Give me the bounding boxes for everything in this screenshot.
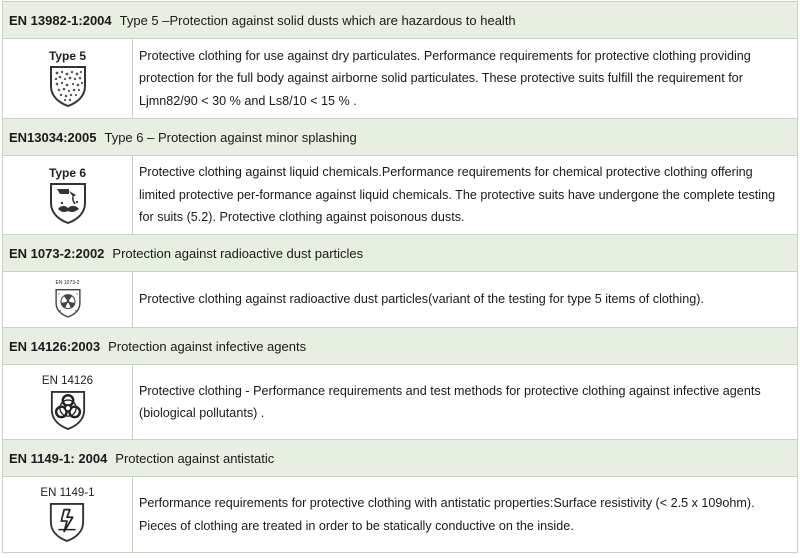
standard-code: EN13034:2005 — [9, 129, 97, 145]
icon-cell — [3, 365, 133, 439]
section-header-en13982 — [3, 2, 797, 39]
en1149-badge — [40, 486, 94, 543]
section-header-en14126 — [3, 328, 797, 365]
section-row-en13034 — [3, 156, 797, 235]
icon-cell — [3, 477, 133, 552]
standard-code: EN 14126:2003 — [9, 338, 101, 354]
badge-label: EN 14126 — [41, 374, 94, 387]
icon-cell — [3, 272, 133, 327]
section-row-en13982 — [3, 39, 797, 119]
description-cell: Protective clothing for use against dry particulates. Performance requirements for protective clothing providing protection for the full body against airborne solid particulates. These protective suits fulfill the requirement for Ljmn82/90 < 30 % and Ls8/10 < 15 % . — [139, 48, 751, 108]
type5-badge — [48, 49, 88, 108]
type6-badge — [48, 166, 88, 225]
section-header-en1073 — [3, 235, 797, 272]
biohazard-shield-icon — [49, 389, 87, 431]
standard-title: Protection against radioactive dust particles — [112, 245, 364, 261]
icon-cell — [3, 156, 133, 234]
section-header-en1149 — [3, 440, 797, 477]
standards-table — [2, 1, 798, 553]
section-row-en14126 — [3, 365, 797, 440]
standard-code: EN 13982-1:2004 — [9, 12, 112, 28]
section-header-en13034 — [3, 119, 797, 156]
description-cell: Protective clothing - Performance requirements and test methods for protective clothing against infective agents (biological pollutants) . — [139, 383, 761, 420]
radioactive-shield-icon — [54, 287, 82, 319]
badge-label: EN 1149-1 — [40, 487, 95, 499]
antistatic-lightning-shield-icon — [48, 501, 86, 543]
badge-label: EN 1073-2 — [55, 280, 80, 286]
badge-label: Type 6 — [48, 165, 87, 180]
standard-title: Protection against antistatic — [115, 450, 275, 466]
en1073-badge — [54, 280, 82, 319]
description-cell: Performance requirements for protective clothing with antistatic properties:Surface resistivity (< 2.5 x 109ohm). Pieces of clothing are treated in order to be statically conductive on the inside. — [139, 496, 755, 533]
en14126-badge — [42, 374, 93, 431]
description-cell: Protective clothing against radioactive dust particles(variant of the testing for type 5 items of clothing). — [139, 292, 704, 307]
standard-title: Protection against infective agents — [108, 338, 307, 354]
section-row-en1149 — [3, 477, 797, 552]
standard-code: EN 1149-1: 2004 — [9, 450, 108, 466]
dust-particles-shield-icon — [48, 64, 88, 108]
liquid-splash-shield-icon — [48, 181, 88, 225]
section-row-en1073 — [3, 272, 797, 328]
standard-code: EN 1073-2:2002 — [9, 245, 105, 261]
badge-label: Type 5 — [48, 49, 87, 63]
icon-cell — [3, 39, 133, 118]
standard-title: Type 5 –Protection against solid dusts which are hazardous to health — [119, 12, 516, 28]
standard-title: Type 6 – Protection against minor splashing — [104, 129, 357, 145]
description-cell: Protective clothing against liquid chemicals.Performance requirements for chemical protective clothing offering limited protective per-formance against liquid chemicals. The protective suits have undergone the complete testing for suits (5.2). Protective clothing against poisonous dusts. — [139, 165, 776, 225]
